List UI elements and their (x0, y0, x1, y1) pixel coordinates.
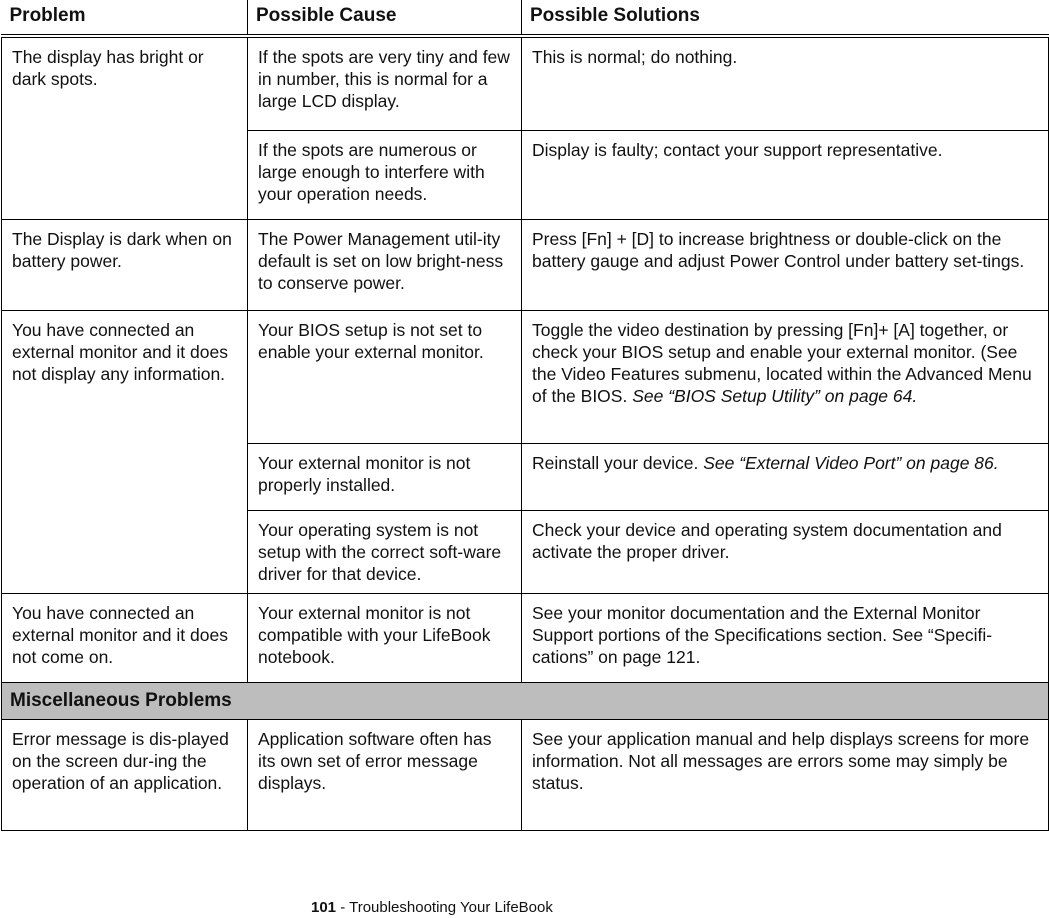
solution-cell (522, 444, 1049, 511)
table-header-row (2, 0, 1049, 36)
footer-separator: - (336, 899, 350, 916)
cause-cell: Your operating system is not setup with the correct soft-ware driver for that device. (248, 511, 522, 594)
solution-cell (522, 311, 1049, 444)
section-title-miscellaneous: Miscellaneous Problems (2, 683, 1049, 720)
problem-cell: Error message is dis-played on the screen dur-ing the operation of an application. (2, 720, 248, 831)
solution-cell: See your monitor documentation and the External Monitor Support portions of the Specifications section. See “Specifi-cations” on page 121. (522, 594, 1049, 683)
troubleshooting-table (1, 0, 1049, 831)
solution-cell: Press [Fn] + [D] to increase brightness or double-click on the battery gauge and adjust Power Control under battery set-tings. (522, 220, 1049, 311)
solution-text: Reinstall your device. (532, 453, 704, 473)
table-row (2, 311, 1049, 444)
header-possible-solutions: Possible Solutions (522, 0, 1049, 36)
table-row (2, 36, 1049, 131)
solution-cell: See your application manual and help displays screens for more information. Not all messages are errors some may simply be status. (522, 720, 1049, 831)
table-row (2, 720, 1049, 831)
header-problem: Problem (2, 0, 248, 36)
table-row (2, 594, 1049, 683)
cause-cell: If the spots are very tiny and few in number, this is normal for a large LCD display. (248, 36, 522, 131)
page-number: 101 (311, 899, 337, 916)
cause-cell: Application software often has its own set of error message displays. (248, 720, 522, 831)
problem-cell: The Display is dark when on battery power. (2, 220, 248, 311)
cause-cell: The Power Management util-ity default is set on low bright-ness to conserve power. (248, 220, 522, 311)
table-row (2, 220, 1049, 311)
problem-cell: You have connected an external monitor and it does not display any information. (2, 311, 248, 594)
page-footer (311, 899, 553, 916)
solution-reference: See “BIOS Setup Utility” on page 64. (632, 386, 918, 406)
solution-cell: Display is faulty; contact your support representative. (522, 131, 1049, 220)
cause-cell: Your BIOS setup is not set to enable your external monitor. (248, 311, 522, 444)
section-row (2, 683, 1049, 720)
header-possible-cause: Possible Cause (248, 0, 522, 36)
cause-cell: Your external monitor is not compatible with your LifeBook notebook. (248, 594, 522, 683)
solution-text: Toggle the video destination by pressing [Fn]+ [A] together, or check your BIOS setup and enable your external monitor. (See the Video Features submenu, located within the Advanced Menu of the BIOS. (532, 320, 1032, 406)
solution-cell: Check your device and operating system documentation and activate the proper driver. (522, 511, 1049, 594)
cause-cell: Your external monitor is not properly installed. (248, 444, 522, 511)
problem-cell: The display has bright or dark spots. (2, 36, 248, 220)
solution-cell: This is normal; do nothing. (522, 36, 1049, 131)
cause-cell: If the spots are numerous or large enough to interfere with your operation needs. (248, 131, 522, 220)
footer-title: Troubleshooting Your LifeBook (349, 899, 553, 916)
problem-cell: You have connected an external monitor and it does not come on. (2, 594, 248, 683)
solution-reference: See “External Video Port” on page 86. (703, 453, 999, 473)
